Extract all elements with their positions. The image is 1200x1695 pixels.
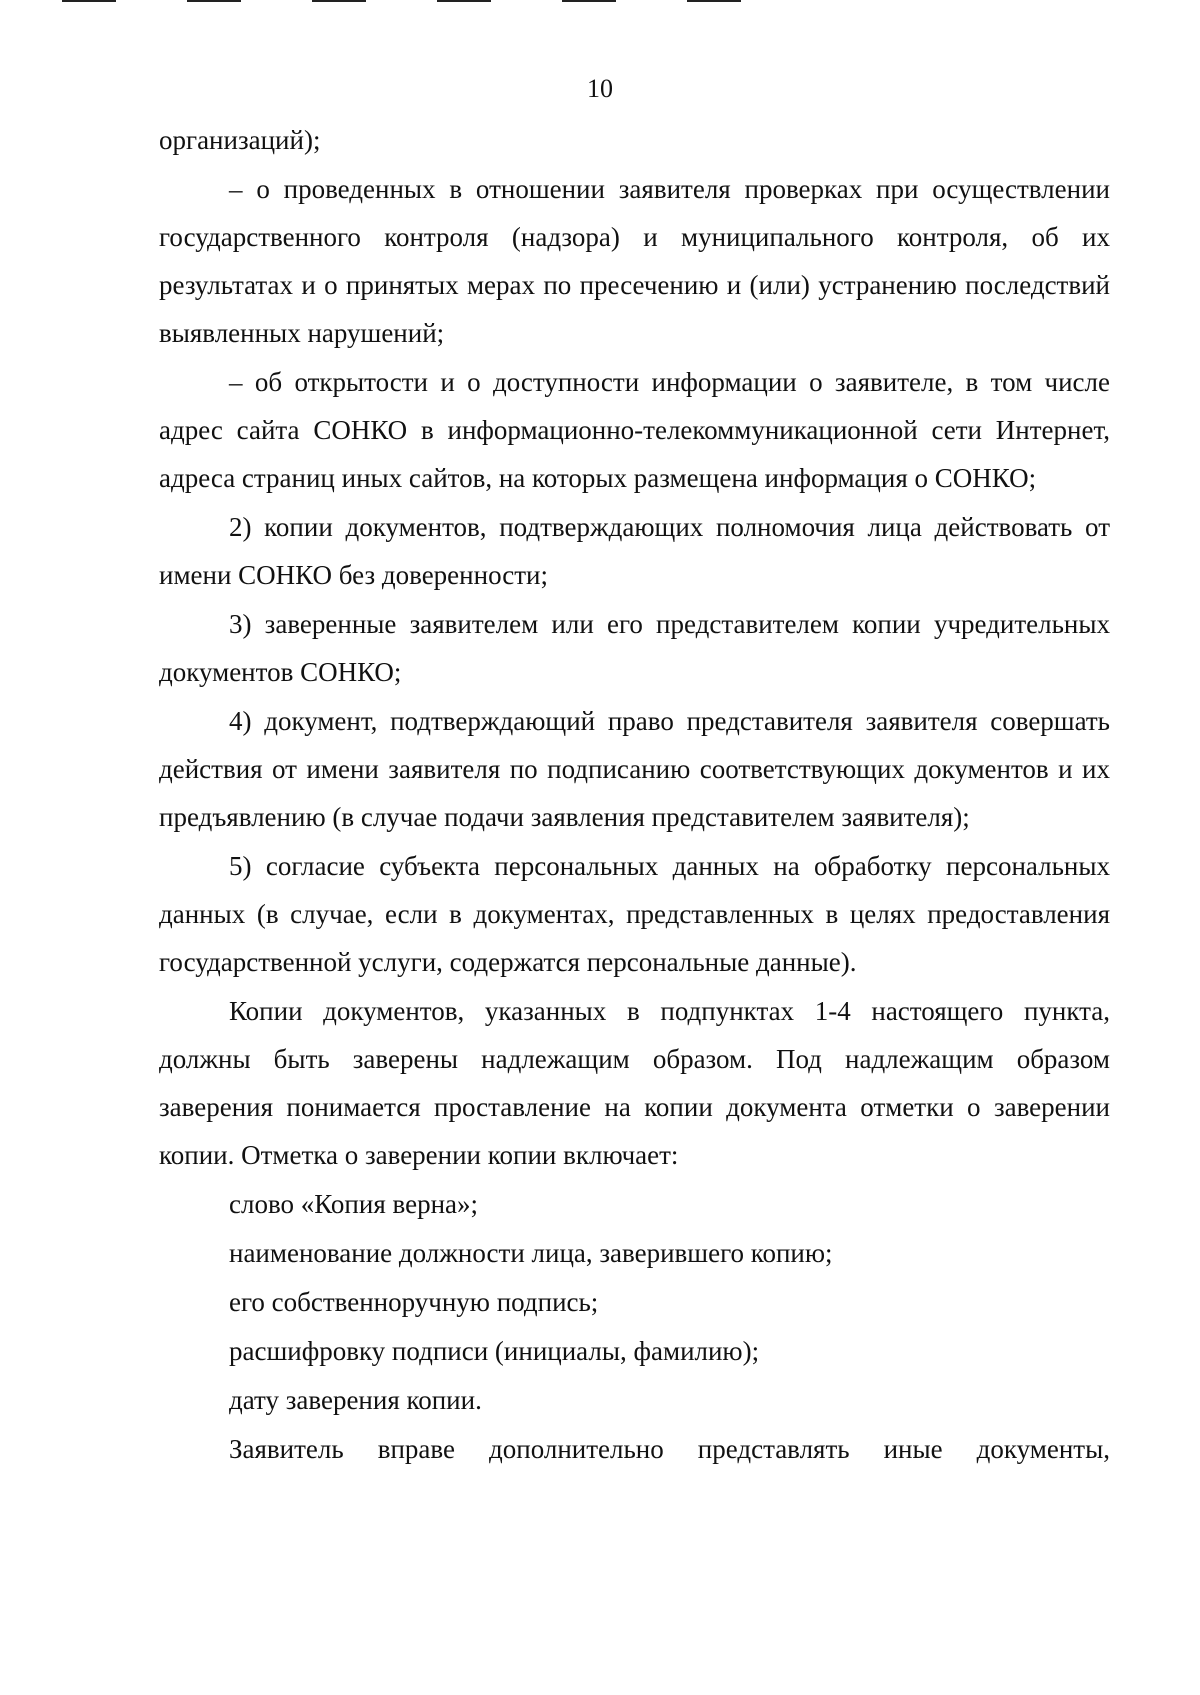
scan-mark [687,0,741,2]
document-body [159,116,1110,1474]
paragraph: Заявитель вправе дополнительно представлять иные документы, [229,1434,1110,1464]
list-item: слово «Копия верна»; [229,1189,479,1219]
list-item: расшифровку подписи (инициалы, фамилию); [229,1336,760,1366]
paragraph: 2) копии документов, подтверждающих полномочия лица действовать от имени СОНКО без доверенности; [159,512,1110,590]
list-item: дату заверения копии. [229,1385,482,1415]
list-item: наименование должности лица, заверившего копию; [229,1238,833,1268]
scan-mark [312,0,366,2]
paragraph: – о проведенных в отношении заявителя проверках при осуществлении государственного контроля (надзора) и муниципального контроля, об их результатах и о принятых мерах по пресечению и (или) устранению последствий выявленных нарушений; [159,174,1110,348]
scan-mark [187,0,241,2]
paragraph: – об открытости и о доступности информации о заявителе, в том числе адрес сайта СОНКО в информационно-телекоммуникационной сети Интернет, адреса страниц иных сайтов, на которых размещена информация о СОНКО; [159,367,1110,493]
list-item: его собственноручную подпись; [229,1287,599,1317]
scan-top-marks [0,0,1200,4]
paragraph: 3) заверенные заявителем или его представителем копии учредительных документов СОНКО; [159,609,1110,687]
paragraph: 4) документ, подтверждающий право представителя заявителя совершать действия от имени заявителя по подписанию соответствующих документов и их предъявлению (в случае подачи заявления представителем заявителя); [159,706,1110,832]
scan-mark [437,0,491,2]
paragraph: 5) согласие субъекта персональных данных на обработку персональных данных (в случае, если в документах, представленных в целях предоставления государственной услуги, содержатся персональные данные). [159,851,1110,977]
page-number: 10 [587,74,613,103]
paragraph: Копии документов, указанных в подпунктах 1-4 настоящего пункта, должны быть заверены надлежащим образом. Под надлежащим образом заверения понимается проставление на копии документа отметки о заверении копии. Отметка о заверении копии включает: [159,996,1110,1170]
paragraph: организаций); [159,125,321,155]
scan-mark [62,0,116,2]
scan-mark [562,0,616,2]
